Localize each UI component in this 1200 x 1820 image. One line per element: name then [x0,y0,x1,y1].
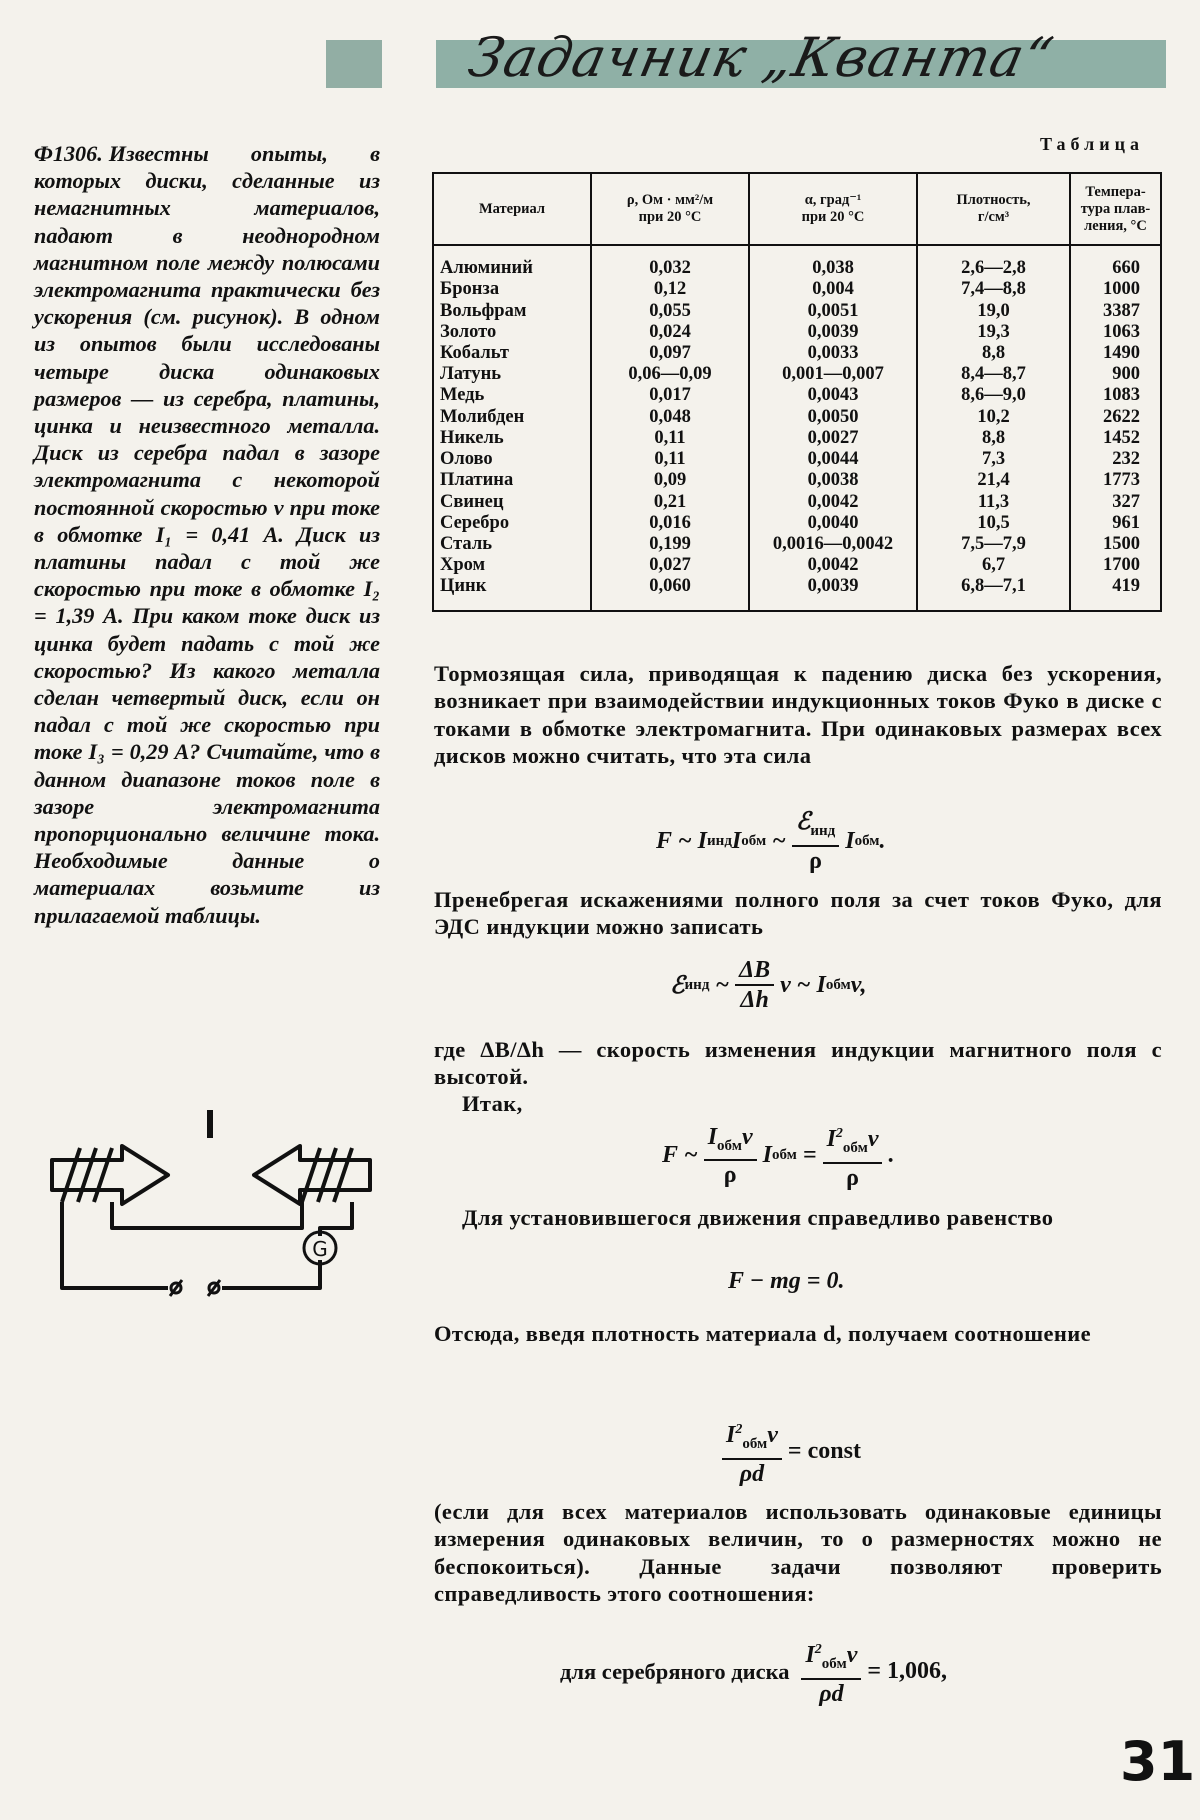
table-row [433,301,1161,322]
table-row [433,428,1161,449]
table-cell: 327 [1070,492,1161,513]
solution-paragraph-6: Отсюда, введя плотность материала d, получаем соотношение [434,1321,1092,1346]
table-cell: 1063 [1070,322,1161,343]
table-cell: 0,12 [591,279,749,300]
table-cell: 8,4—8,7 [917,364,1070,385]
table-cell: 7,5—7,9 [917,534,1070,555]
table-row [433,279,1161,300]
table-row [433,322,1161,343]
col-header-density: Плотность, г/см³ [917,173,1070,245]
table-cell: 961 [1070,513,1161,534]
table-cell: 0,0042 [749,492,917,513]
table-cell: 232 [1070,449,1161,470]
table-cell: 419 [1070,576,1161,611]
table-cell: 10,5 [917,513,1070,534]
table-cell: 0,0050 [749,407,917,428]
table-cell: 660 [1070,245,1161,279]
solution-paragraph-1: Тормозящая сила, приводящая к падению диска без ускорения, возникает при взаимодействии индукционных токов Фуко в диске с токами в обмотке электромагнита. При одинаковых размерах всех дисков можно считать, что эта сила [434,661,1162,768]
table-cell: Хром [433,555,591,576]
table-cell: 0,024 [591,322,749,343]
table-cell: 0,0042 [749,555,917,576]
table-cell: Медь [433,385,591,406]
table-cell: 0,048 [591,407,749,428]
table-caption: Таблица [1040,134,1144,154]
table-cell: 19,0 [917,301,1070,322]
table-row [433,449,1161,470]
col-header-material: Материал [433,173,591,245]
col-header-alpha: α, град⁻¹ при 20 °С [749,173,917,245]
problem-text: Известны опыты, в которых диски, сделанные из немагнитных материалов, падают в неоднородном магнитном поле между полюсами электромагнита практически без ускорения (см. рисунок). В одном из опытов были исследованы четыре диска одинаковых размеров — из серебра, платины, цинка и неизвестного металла. Диск из серебра падал в зазоре электромагнита с некоторой постоянной скоростью v при токе в обмотке I₁ = 0,41 А. Диск из платины падал с той же скоростью при токе в обмотке I₂ = 1,39 А. При каком токе диск из цинка будет падать с той же скоростью? Из какого металла сделан четвертый диск, если он падал с той же скоростью при токе I₃ = 0,29 А? Считайте, что в данном диапазоне токов поле в зазоре электромагнита пропорционально величине тока. Необходимые данные о материалах возьмите из прилагаемой таблицы. [34,141,380,928]
table-cell: 10,2 [917,407,1070,428]
table-cell: 0,027 [591,555,749,576]
table-cell: 21,4 [917,470,1070,491]
table-cell: Бронза [433,279,591,300]
table-cell: 0,06—0,09 [591,364,749,385]
table-cell: 1452 [1070,428,1161,449]
col-header-melting: Темпера- тура плав- ления, °С [1070,173,1161,245]
formula-emf: ℰ инд ~ $\frac{\Delta B}{\Delta h}$ v ~ I обм v, [670,957,867,1013]
table-cell: 6,7 [917,555,1070,576]
table-cell: 1700 [1070,555,1161,576]
formula-force-proportional: F ~ I инд I обм ~ $\frac{ℰ_{инд}}{\rho}$ I обм . [656,809,886,874]
table-cell: Молибден [433,407,591,428]
table-cell: Сталь [433,534,591,555]
problem-statement [34,140,380,929]
table-cell: Вольфрам [433,301,591,322]
materials-table [432,172,1162,612]
table-cell: Серебро [433,513,591,534]
solution-paragraph-5: Для установившегося движения справедливо равенство [462,1205,1054,1230]
galvanometer-wire [320,1202,352,1236]
table-cell: 0,21 [591,492,749,513]
galvanometer-label: G [312,1237,328,1261]
formula-equilibrium: F − mg = 0. [728,1268,845,1294]
table-cell: 3387 [1070,301,1161,322]
solution-paragraph-2: Пренебрегая искажениями полного поля за счет токов Фуко, для ЭДС индукции можно записать [434,887,1162,940]
falling-disk [207,1110,213,1138]
table-cell: 19,3 [917,322,1070,343]
table-cell: 1490 [1070,343,1161,364]
page-number: 31 [1120,1730,1196,1793]
table-cell: 7,4—8,8 [917,279,1070,300]
table-cell: 0,0033 [749,343,917,364]
table-cell: Кобальт [433,343,591,364]
electromagnet-circuit-diagram [40,1110,390,1310]
table-row [433,534,1161,555]
table-cell: 1000 [1070,279,1161,300]
table-cell: 8,8 [917,428,1070,449]
table-cell: 8,8 [917,343,1070,364]
table-cell: 0,097 [591,343,749,364]
table-cell: 0,060 [591,576,749,611]
table-cell: 0,001—0,007 [749,364,917,385]
solution-paragraph-7: (если для всех материалов использовать одинаковые единицы измерения одинаковых величин, то о размерностях можно не беспокоиться). Данные задачи позволяют проверить справедливость этого соотношения: [434,1499,1162,1606]
problem-label: Ф1306. [34,141,103,166]
table-cell: 6,8—7,1 [917,576,1070,611]
table-cell: Свинец [433,492,591,513]
table-cell: Латунь [433,364,591,385]
table-cell: 0,11 [591,449,749,470]
table-cell: 0,0027 [749,428,917,449]
table-row [433,513,1161,534]
table-cell: 1500 [1070,534,1161,555]
table-cell: Олово [433,449,591,470]
table-cell: 0,0016—0,0042 [749,534,917,555]
table-cell: 7,3 [917,449,1070,470]
header-accent-block [326,40,382,88]
table-cell: 0,055 [591,301,749,322]
inner-wire [112,1202,302,1228]
table-cell: 0,017 [591,385,749,406]
table-cell: 0,09 [591,470,749,491]
table-row [433,576,1161,611]
solution-paragraph-3: где ΔB/Δh — скорость изменения индукции магнитного поля с высотой. [434,1037,1162,1090]
table-row [433,407,1161,428]
table-cell: 8,6—9,0 [917,385,1070,406]
table-row [433,245,1161,279]
table-cell: 0,0051 [749,301,917,322]
col-header-resistivity: ρ, Ом · мм²/м при 20 °С [591,173,749,245]
table-row [433,555,1161,576]
table-cell: 0,0039 [749,576,917,611]
table-cell: Никель [433,428,591,449]
table-row [433,470,1161,491]
solution-paragraph-4: Итак, [462,1091,523,1116]
table-cell: Цинк [433,576,591,611]
table-cell: 0,0040 [749,513,917,534]
right-coil [302,1148,352,1202]
formula-force-current: F ~ $\frac{I_{обм}v}{\rho}$ I обм = $\frac{I^2_{обм}v}{\rho}$ . [662,1120,894,1192]
outer-wire [62,1202,320,1288]
table-cell: 11,3 [917,492,1070,513]
table-cell: 0,0038 [749,470,917,491]
table-cell: 0,032 [591,245,749,279]
table-row [433,364,1161,385]
table-cell: 0,038 [749,245,917,279]
table-cell: Алюминий [433,245,591,279]
table-cell: Золото [433,322,591,343]
table-cell: 0,0039 [749,322,917,343]
table-cell: 0,0043 [749,385,917,406]
formula-const: $\frac{I^2_{обм}v}{\rho d}$ = const [716,1416,861,1488]
left-coil [62,1148,112,1202]
table-cell: 0,11 [591,428,749,449]
table-cell: 2622 [1070,407,1161,428]
table-cell: 1083 [1070,385,1161,406]
table-row [433,492,1161,513]
table-cell: 0,0044 [749,449,917,470]
table-cell: 2,6—2,8 [917,245,1070,279]
section-title: Задачник „Кванта“ [463,26,1060,89]
table-row [433,343,1161,364]
table-cell: 1773 [1070,470,1161,491]
table-cell: 900 [1070,364,1161,385]
formula-silver-result: для серебряного диска $\frac{I^2_{обм}v}{\rho d}$ = 1,006, [560,1636,947,1708]
table-cell: 0,004 [749,279,917,300]
table-cell: 0,016 [591,513,749,534]
table-cell: Платина [433,470,591,491]
table-body [433,245,1161,611]
table-cell: 0,199 [591,534,749,555]
table-row [433,385,1161,406]
